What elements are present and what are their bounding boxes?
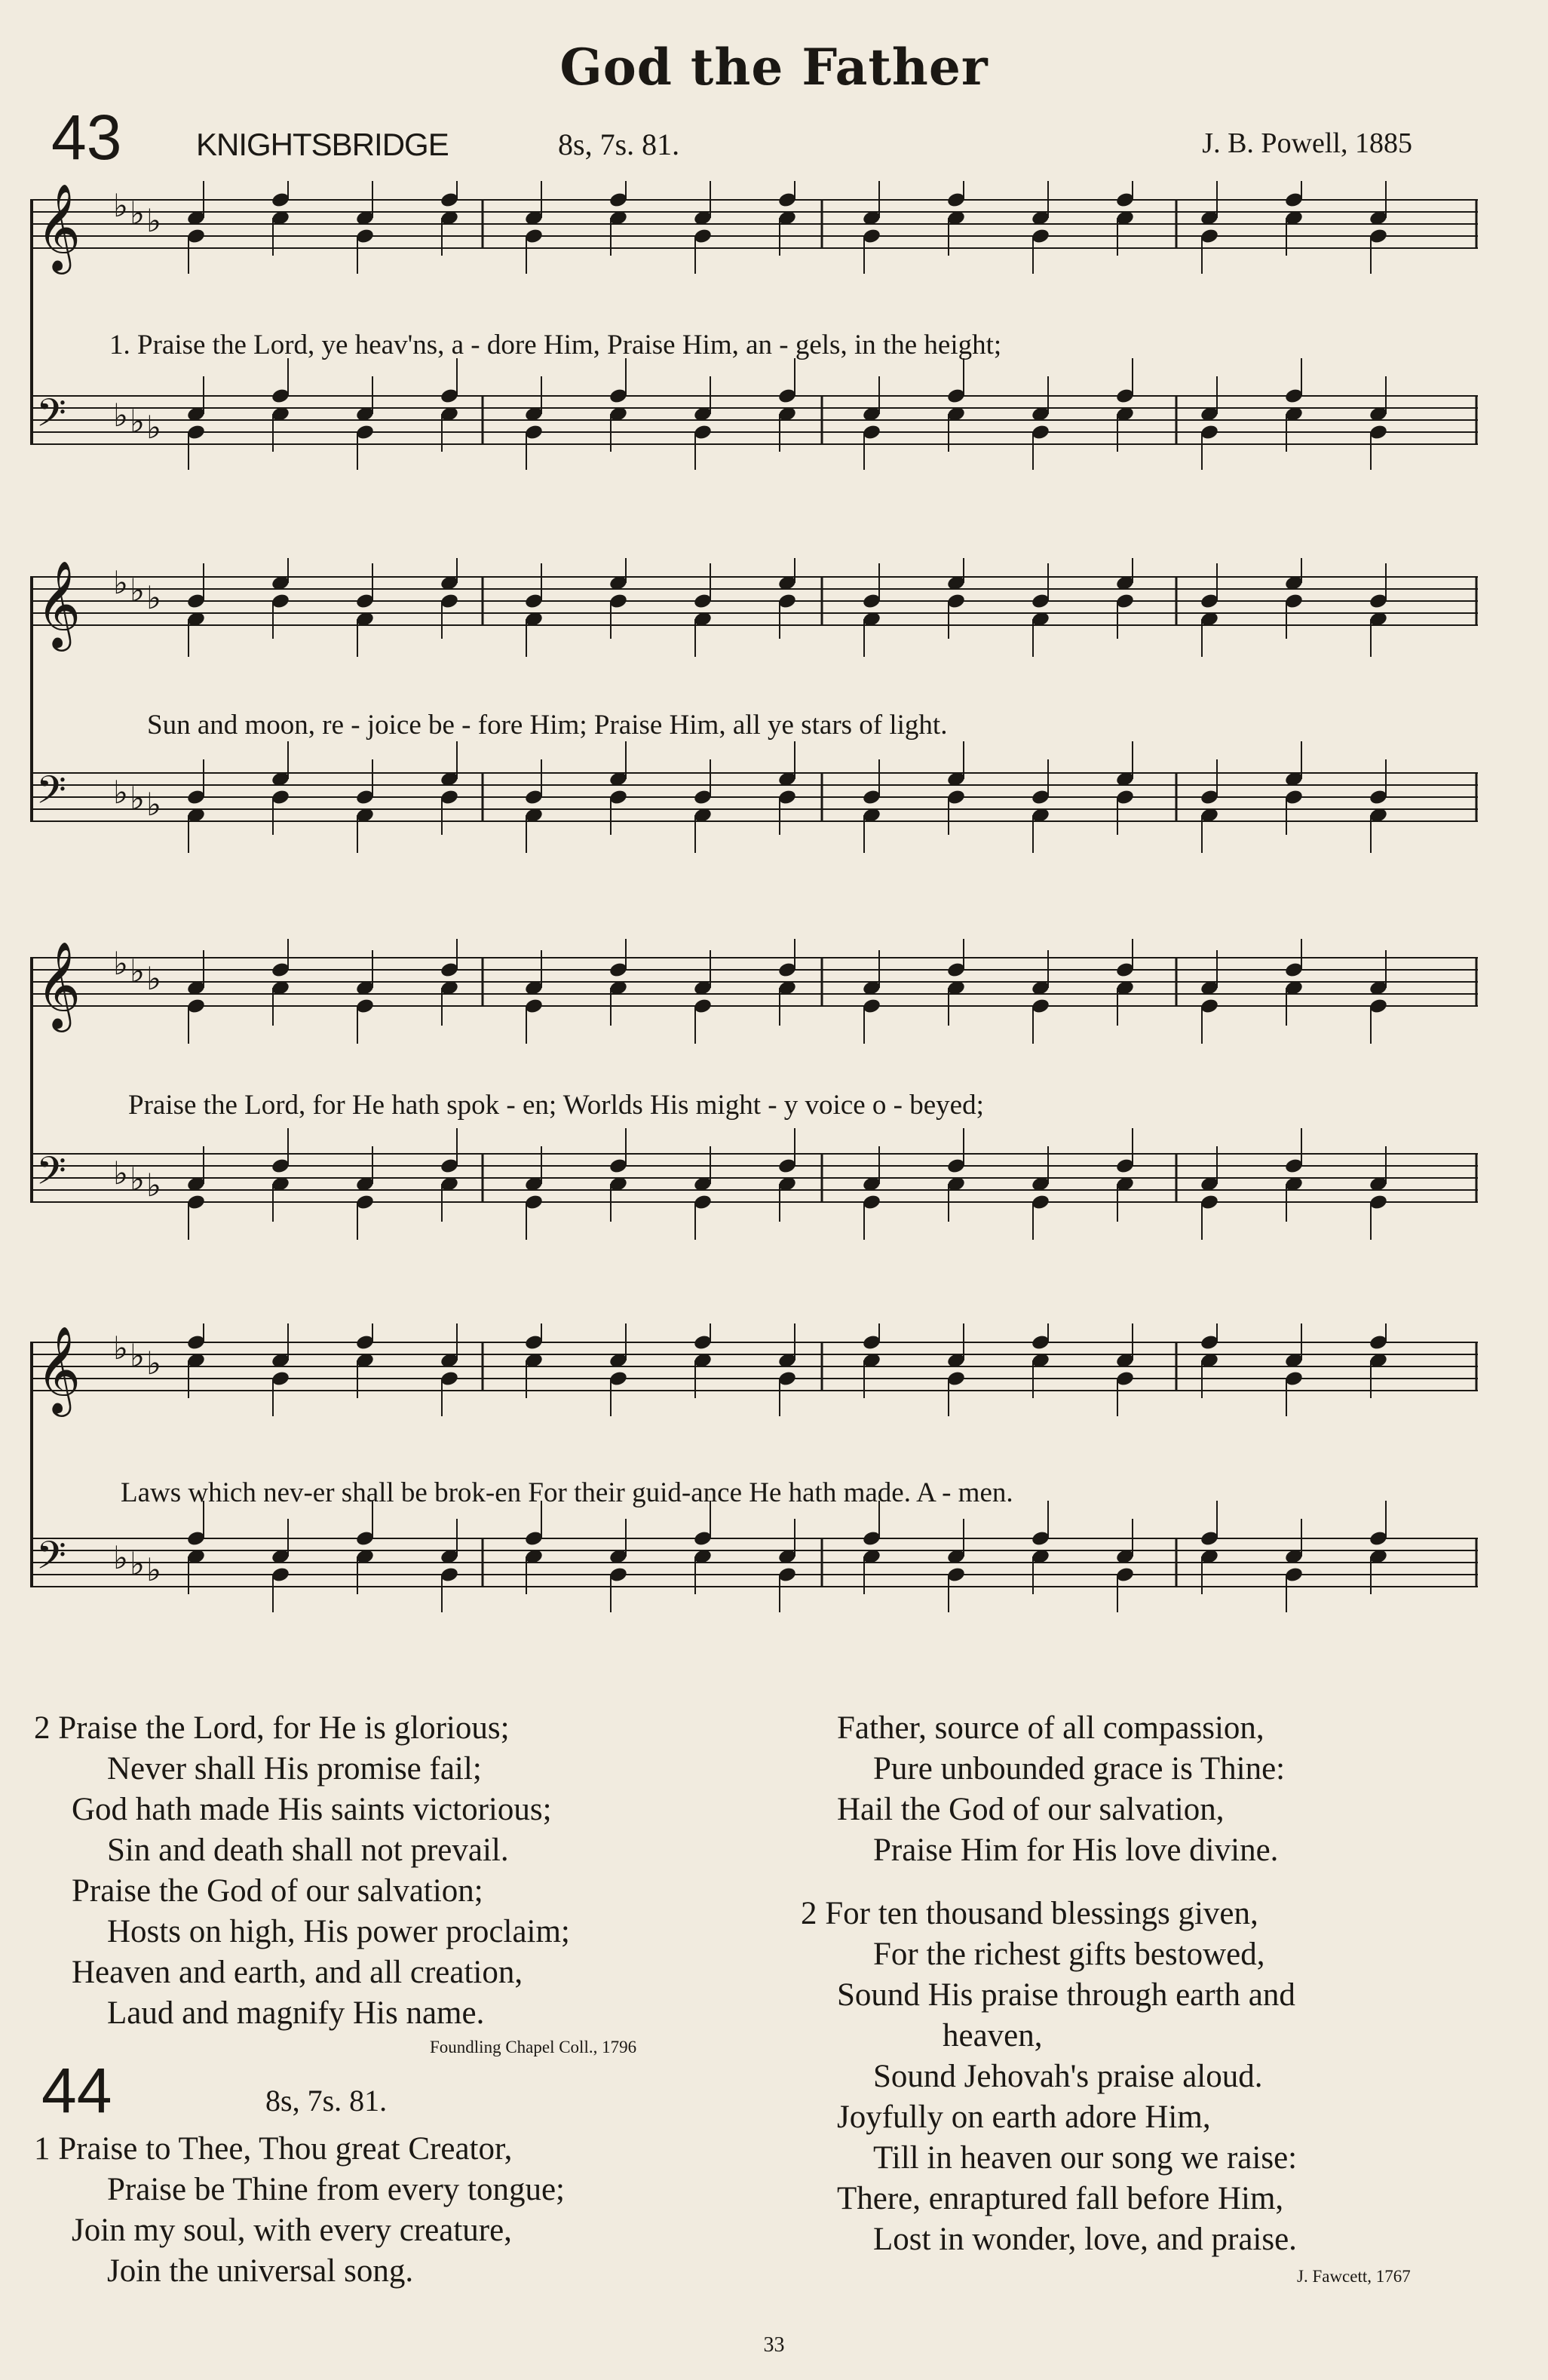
verse-line: Laud and magnify His name. — [107, 1995, 485, 2031]
flat-sign: ♭ — [130, 1337, 145, 1374]
flat-sign: ♭ — [130, 952, 145, 989]
hymn-number-44: 44 — [41, 2055, 112, 2126]
verse-line: Sound His praise through earth and — [837, 1977, 1295, 2013]
verse-line: 2 For ten thousand blessings given, — [801, 1896, 1258, 1931]
verse-line: Never shall His promise fail; — [107, 1751, 482, 1787]
flat-sign: ♭ — [113, 187, 128, 224]
verse-line: Heaven and earth, and all creation, — [72, 1955, 523, 1990]
verse-line: There, enraptured fall before Him, — [837, 2181, 1284, 2216]
flat-sign: ♭ — [146, 786, 161, 823]
meter-44: 8s, 7s. 81. — [265, 2084, 388, 2118]
flat-sign: ♭ — [113, 1539, 128, 1576]
verse-line: Praise be Thine from every tongue; — [107, 2172, 565, 2207]
verse-line: Sin and death shall not prevail. — [107, 1833, 509, 1868]
verse-line: Hosts on high, His power proclaim; — [107, 1914, 570, 1949]
verse-line: 1 Praise to Thee, Thou great Creator, — [34, 2131, 513, 2167]
flat-sign: ♭ — [113, 1330, 128, 1366]
flat-sign: ♭ — [146, 202, 161, 239]
verse-line: Joyfully on earth adore Him, — [837, 2099, 1211, 2135]
meter-43: 8s, 7s. 81. — [558, 127, 680, 161]
hymn-number-43: 43 — [51, 102, 122, 173]
lyric-line-3: Praise the Lord, for He hath spok - en; Worlds His might - y voice o - beyed; — [128, 1090, 984, 1121]
treble-clef: 𝄞 — [36, 940, 81, 1029]
verse-line: Praise Him for His love divine. — [873, 1833, 1279, 1868]
verse-line: God hath made His saints victorious; — [72, 1792, 552, 1827]
verse-line: Hail the God of our salvation, — [837, 1792, 1225, 1827]
treble-clef: 𝄞 — [36, 1325, 81, 1413]
section-title: God the Father — [559, 38, 989, 97]
flat-sign: ♭ — [146, 1551, 161, 1588]
flat-sign: ♭ — [146, 409, 161, 446]
flat-sign: ♭ — [113, 945, 128, 982]
verse-line: heaven, — [943, 2018, 1043, 2053]
flat-sign: ♭ — [146, 579, 161, 616]
flat-sign: ♭ — [113, 774, 128, 811]
flat-sign: ♭ — [146, 1345, 161, 1382]
flat-sign: ♭ — [130, 1161, 145, 1198]
composer: J. B. Powell, 1885 — [1202, 127, 1412, 159]
flat-sign: ♭ — [130, 1545, 145, 1582]
credit-43: Foundling Chapel Coll., 1796 — [430, 2038, 637, 2056]
verse-line: Sound Jehovah's praise aloud. — [873, 2059, 1263, 2094]
tune-name: KNIGHTSBRIDGE — [196, 127, 449, 162]
lyric-line-2: Sun and moon, re - joice be - fore Him; Praise Him, all ye stars of light. — [147, 710, 948, 741]
flat-sign: ♭ — [113, 397, 128, 434]
flat-sign: ♭ — [130, 780, 145, 817]
credit-44: J. Fawcett, 1767 — [1297, 2267, 1411, 2286]
flat-sign: ♭ — [113, 564, 128, 601]
page-number: 33 — [763, 2333, 785, 2357]
bass-clef: 𝄢 — [36, 390, 66, 445]
bass-clef: 𝄢 — [36, 1532, 66, 1587]
flat-sign: ♭ — [130, 403, 145, 440]
flat-sign: ♭ — [146, 960, 161, 997]
verse-line: Till in heaven our song we raise: — [873, 2140, 1298, 2176]
bass-clef: 𝄢 — [36, 767, 66, 822]
verse-line: Praise the God of our salvation; — [72, 1873, 483, 1909]
lyric-line-1: 1. Praise the Lord, ye heav'ns, a - dore Him, Praise Him, an - gels, in the height; — [109, 330, 1002, 360]
flat-sign: ♭ — [113, 1155, 128, 1192]
verse-line: For the richest gifts bestowed, — [873, 1937, 1265, 1972]
treble-clef: 𝄞 — [36, 560, 81, 648]
verse-line: Join the universal song. — [107, 2253, 414, 2289]
verse-line: Lost in wonder, love, and praise. — [873, 2222, 1297, 2257]
flat-sign: ♭ — [146, 1167, 161, 1204]
treble-clef: 𝄞 — [36, 182, 81, 271]
flat-sign: ♭ — [130, 195, 145, 232]
verse-line: 2 Praise the Lord, for He is glorious; — [34, 1710, 510, 1746]
lyric-line-4: Laws which nev-er shall be brok-en For their guid-ance He hath made. A - men. — [121, 1477, 1013, 1508]
flat-sign: ♭ — [130, 572, 145, 609]
verse-line: Father, source of all compassion, — [837, 1710, 1264, 1746]
bass-clef: 𝄢 — [36, 1148, 66, 1203]
verse-line: Join my soul, with every creature, — [72, 2213, 512, 2248]
verse-line: Pure unbounded grace is Thine: — [873, 1751, 1286, 1787]
